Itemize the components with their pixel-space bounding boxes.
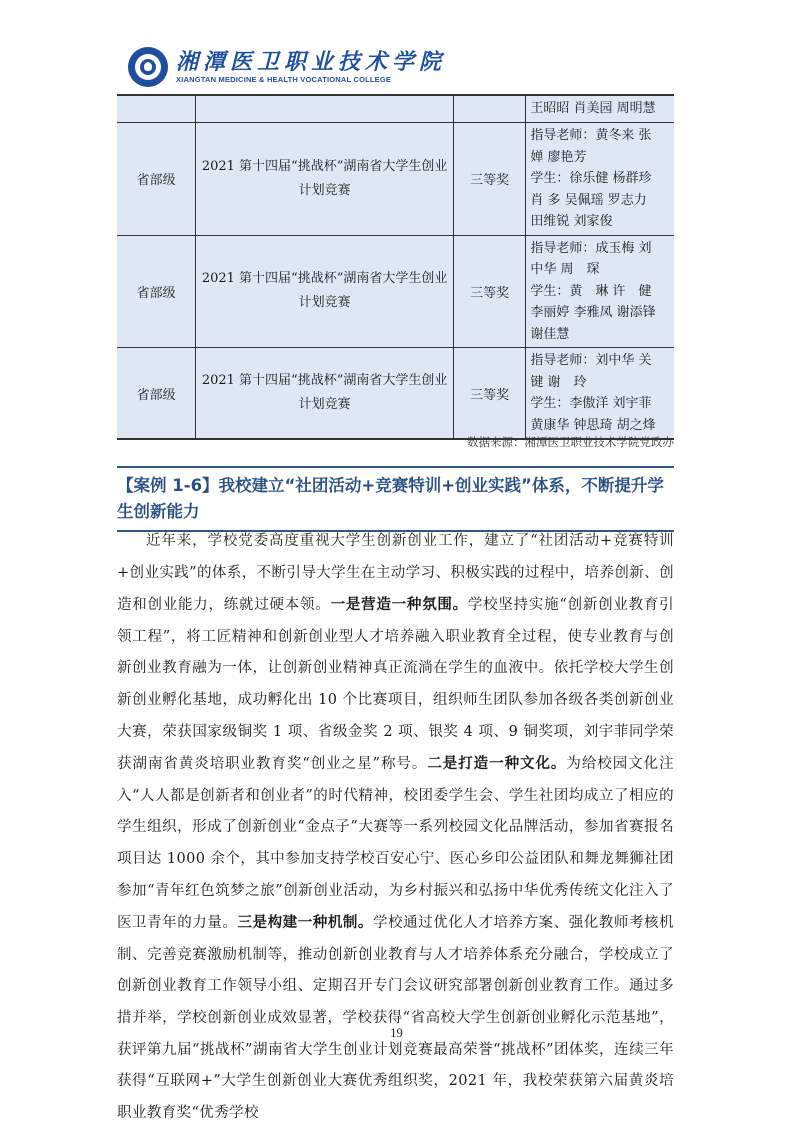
table-row [117, 95, 674, 123]
case-title-box [117, 466, 674, 532]
text-segment: 学校通过优化人才培养方案、强化教师考核机制、完善竞赛激励机制等，推动创新创业教育与人才培养体系充分融合，学校成立了创新创业教育工作领导小组、定期召开专门会议研究部署创新创业教育工作。通过多措并举，学校创新创业成效显著，学校获得“省高校大学生创新创业孵化示范基地”，获评第九届“挑战杯”湖南省大学生创业计划竞赛最高荣誉“挑战杯”团体奖，连续三年获得“互联网+”大学生创新创业大赛优秀组织奖，2021 年，我校荣获第六届黄炎培职业教育奖“优秀学校 [117, 915, 674, 1121]
text-segment: 为给校园文化注入“人人都是创新者和创业者”的时代精神，校团委学生会、学生社团均成立了相应的学生组织，形成了创新创业“金点子”大赛等一系列校园文化品牌活动，参加省赛报名项目达 1000 余个，其中参加支持学校百安心宁、医心乡印公益团队和舞龙舞狮社团参加“青年红色筑梦之旅”创新创业活动，为乡村振兴和弘扬中华优秀传统文化注入了医卫青年的力量。 [117, 756, 674, 932]
members-line: 指导老师：成玉梅 刘 [530, 240, 652, 256]
school-name-cn: 湘潭医卫职业技术学院 [176, 49, 447, 75]
members-line: 婵 廖艳芳 [530, 149, 587, 165]
members-line: 谢佳慧 [530, 326, 570, 342]
page-number: 19 [390, 1026, 403, 1040]
members-line: 田维锐 刘家俊 [530, 214, 613, 229]
members-line: 学生：黄 琳 许 健 [530, 283, 652, 299]
award-cell: 三等奖 [453, 235, 526, 348]
table-row [117, 123, 674, 236]
bold-heading-segment: 三是构建一种机制。 [237, 914, 373, 932]
bold-heading-segment: 一是营造一种氛围。 [330, 596, 468, 614]
members-cell [526, 348, 674, 440]
award-cell [453, 95, 526, 123]
members-line: 黄康华 钟思琦 胡之烽 [530, 417, 656, 433]
members-line: 指导老师：刘中华 关 [530, 353, 652, 368]
data-source-note: 数据来源：湘潭医卫职业技术学院党政办 [467, 435, 674, 449]
text-segment: 近年来，学校党委高度重视大学生创新创业工作，建立了“社团活动+竞赛特训+创业实践”的体系，不断引导大学生在主动学习、积极实践的过程中，培养创新、创造和创业能力，练就过硬本领。 [117, 533, 674, 614]
level-cell: 省部级 [117, 235, 196, 348]
members-cell [526, 123, 674, 236]
award-cell: 三等奖 [453, 348, 526, 440]
table-row [117, 348, 674, 440]
level-cell: 省部级 [117, 348, 196, 440]
members-line: 学生：李傲洋 刘宇菲 [530, 396, 652, 411]
competition-cell: 2021 第十四届“挑战杯”湖南省大学生创业计划竞赛 [196, 123, 454, 236]
text-segment: 学校坚持实施“创新创业教育引领工程”，将工匠精神和创新创业型人才培养融入职业教育全过程，使专业教育与创新创业教育融为一体，让创新创业精神真正流淌在学生的血液中。依托学校大学生创新创业孵化基地，成功孵化出 10 个比赛项目，组织师生团队参加各级各类创新创业大赛，荣获国家级铜奖 1 项、省级金奖 2 项、银奖 4 项、9 铜奖项，刘宇菲同学荣获湖南省黄炎培职业教育奖“创业之星”称号。 [117, 597, 674, 773]
members-line: 指导老师：黄冬来 张 [530, 128, 652, 143]
members-line: 李丽婷 李雅凤 谢添锋 [530, 305, 656, 320]
competition-cell [196, 95, 454, 123]
awards-table [117, 94, 674, 440]
school-name [176, 49, 446, 85]
school-name-en: XIANGTAN MEDICINE & HEALTH VOCATIONAL COLLEGE [176, 75, 392, 84]
bold-heading-segment: 二是打造一种文化。 [427, 755, 567, 773]
members-line: 肖 多 吴佩瑶 罗志力 [530, 192, 647, 208]
table-row [117, 235, 674, 348]
members-cell [526, 95, 674, 123]
members-line: 学生：徐乐健 杨群珍 [530, 171, 652, 186]
members-line: 键 谢 玲 [530, 374, 587, 390]
college-emblem-icon [128, 47, 168, 87]
level-cell [117, 95, 196, 123]
award-cell: 三等奖 [453, 123, 526, 236]
members-cell [526, 235, 674, 348]
members-line: 中华 周 琛 [530, 262, 600, 277]
page-header [128, 44, 446, 90]
members-line: 王昭昭 肖美园 周明慧 [530, 101, 656, 117]
case-title: 【案例 1-6】我校建立“社团活动+竞赛特训+创业实践”体系，不断提升学生创新能力 [117, 476, 664, 521]
level-cell: 省部级 [117, 123, 196, 236]
competition-cell: 2021 第十四届“挑战杯”湖南省大学生创业计划竞赛 [196, 348, 454, 440]
competition-cell: 2021 第十四届“挑战杯”湖南省大学生创业计划竞赛 [196, 235, 454, 348]
